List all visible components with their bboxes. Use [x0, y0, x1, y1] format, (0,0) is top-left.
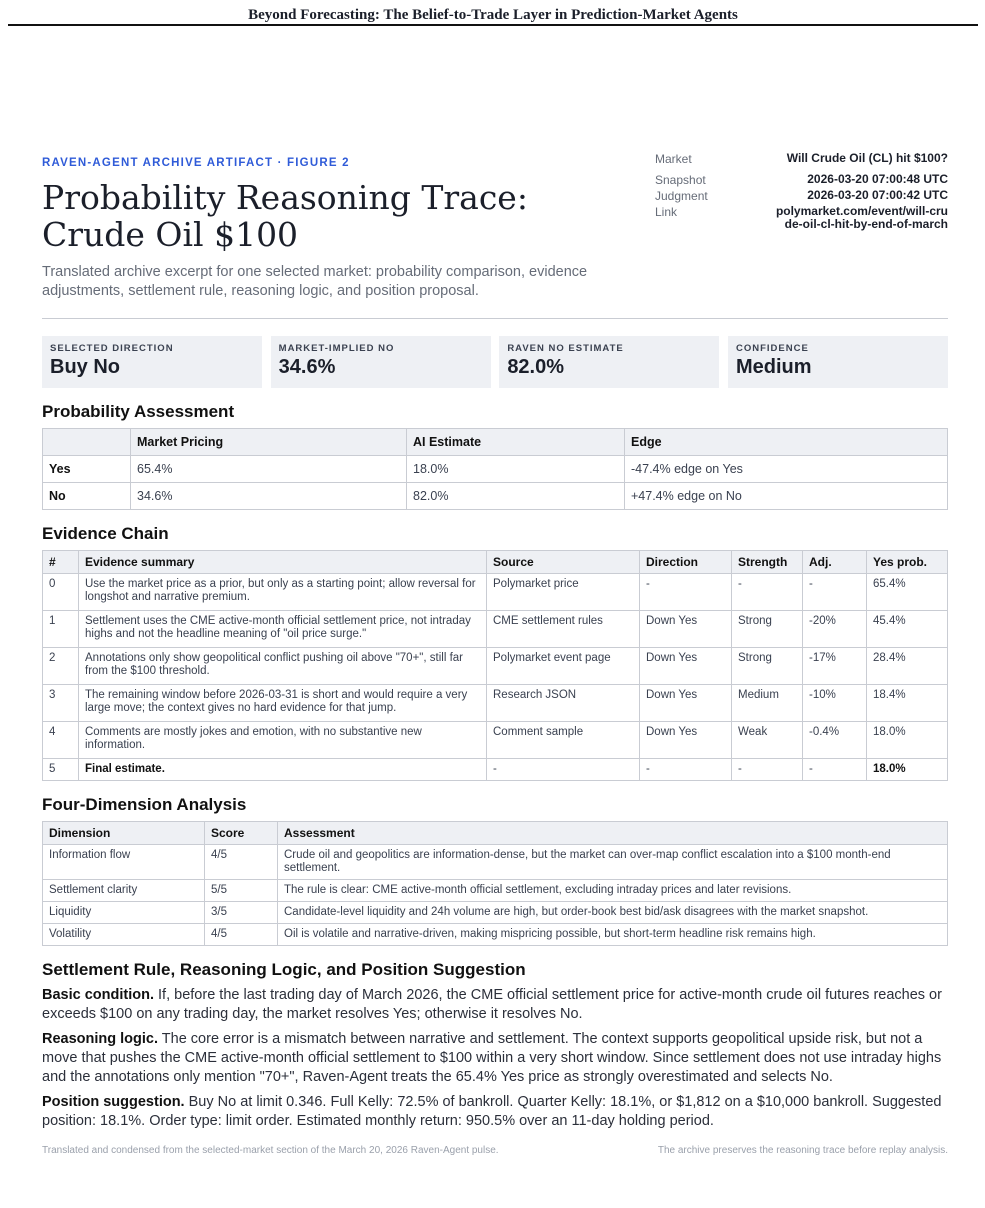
card-label: SELECTED DIRECTION — [50, 343, 174, 354]
table-cell: 45.4% — [867, 611, 948, 648]
evidence-table — [42, 550, 948, 781]
title-line-2: Crude Oil $100 — [42, 215, 299, 254]
table-cell: -47.4% edge on Yes — [625, 456, 948, 483]
card-value: Medium — [735, 356, 812, 378]
table-cell: Annotations only show geopolitical conflict pushing oil above "70+", still far from the $100 threshold. — [79, 648, 487, 685]
card-value: 34.6% — [278, 356, 336, 378]
table-cell: -20% — [803, 611, 867, 648]
basic-condition-paragraph — [42, 986, 948, 1024]
running-header-text: Beyond Forecasting: The Belief-to-Trade Layer in Prediction-Market Agents — [248, 7, 738, 23]
card-raven-no-estimate — [499, 336, 719, 388]
table-header: Adj. — [803, 551, 867, 574]
table-cell: Candidate-level liquidity and 24h volume are high, but order-book best bid/ask disagrees with the market snapshot. — [278, 902, 948, 924]
table-cell: Comments are mostly jokes and emotion, with no substantive new information. — [79, 722, 487, 759]
probability-table — [42, 428, 948, 510]
table-cell: 4/5 — [205, 845, 278, 880]
table-cell: Down Yes — [640, 722, 732, 759]
table-cell: Down Yes — [640, 648, 732, 685]
table-cell: The remaining window before 2026-03-31 is short and would require a very large move; the context gives no hard evidence for that jump. — [79, 685, 487, 722]
table-cell: Strong — [732, 648, 803, 685]
footer-left: Translated and condensed from the selected-market section of the March 20, 2026 Raven-Agent pulse. — [42, 1145, 499, 1156]
table-cell: 82.0% — [407, 483, 625, 510]
title-block — [42, 150, 602, 301]
table-cell: - — [487, 759, 640, 781]
table-cell: -0.4% — [803, 722, 867, 759]
dimensions-table — [42, 821, 948, 946]
table-row — [43, 648, 948, 685]
archive-artifact — [42, 150, 948, 1156]
table-header: Assessment — [278, 822, 948, 845]
meta-snapshot-value: 2026-03-20 07:00:48 UTC — [807, 172, 948, 186]
meta-snapshot — [655, 173, 948, 187]
table-cell: 2 — [43, 648, 79, 685]
table-cell: Final estimate. — [79, 759, 487, 781]
meta-market-label: Market — [655, 152, 692, 166]
table-header: Edge — [625, 429, 948, 456]
table-cell: 0 — [43, 574, 79, 611]
meta-market-value: Will Crude Oil (CL) hit $100? — [786, 151, 948, 165]
table-row-final — [43, 759, 948, 781]
table-cell: - — [640, 759, 732, 781]
meta-snapshot-label: Snapshot — [655, 173, 706, 187]
table-row — [43, 845, 948, 880]
meta-link-label: Link — [655, 205, 678, 219]
table-cell: 65.4% — [131, 456, 407, 483]
table-cell: Oil is volatile and narrative-driven, making mispricing possible, but short-term headline risk remains high. — [278, 924, 948, 946]
basic-condition-text: If, before the last trading day of March 2026, the CME official settlement price for active-month crude oil futures reaches or exceeds $100 on any trading day, the market resolves Yes; otherwise it resolves No. — [42, 987, 942, 1022]
table-cell: CME settlement rules — [487, 611, 640, 648]
meta-market — [655, 152, 948, 166]
table-cell: 1 — [43, 611, 79, 648]
position-suggestion-paragraph — [42, 1093, 948, 1131]
reasoning-logic-paragraph — [42, 1030, 948, 1087]
title-line-1: Probability Reasoning Trace: — [42, 178, 528, 217]
meta-link — [655, 205, 948, 231]
table-cell: 3 — [43, 685, 79, 722]
table-header: Market Pricing — [131, 429, 407, 456]
footer-right: The archive preserves the reasoning trace before replay analysis. — [657, 1145, 948, 1156]
table-cell: Yes — [43, 456, 131, 483]
card-label: CONFIDENCE — [735, 343, 809, 354]
table-cell: Down Yes — [640, 685, 732, 722]
table-header: Direction — [640, 551, 732, 574]
table-row — [43, 902, 948, 924]
table-cell: 3/5 — [205, 902, 278, 924]
table-cell: - — [640, 574, 732, 611]
table-cell: Medium — [732, 685, 803, 722]
table-header-row — [43, 429, 948, 456]
divider — [42, 318, 948, 319]
table-cell: Research JSON — [487, 685, 640, 722]
card-selected-direction — [42, 336, 262, 388]
table-row — [43, 880, 948, 902]
evidence-heading: Evidence Chain — [42, 524, 169, 543]
meta-judgment-value: 2026-03-20 07:00:42 UTC — [807, 188, 948, 202]
card-label: MARKET-IMPLIED NO — [278, 343, 395, 354]
position-suggestion-label: Position suggestion. — [42, 1094, 185, 1110]
table-row — [43, 483, 948, 510]
kicker: RAVEN-AGENT ARCHIVE ARTIFACT · FIGURE 2 — [42, 157, 350, 169]
dimensions-heading: Four-Dimension Analysis — [42, 795, 247, 814]
table-cell: Volatility — [43, 924, 205, 946]
table-header: Evidence summary — [79, 551, 487, 574]
table-cell: - — [803, 759, 867, 781]
table-row — [43, 456, 948, 483]
table-cell: Liquidity — [43, 902, 205, 924]
card-value: 82.0% — [507, 356, 565, 378]
card-confidence — [728, 336, 948, 388]
running-header — [8, 6, 978, 26]
meta-link-value[interactable]: polymarket.com/event/will-crude-oil-cl-hit-by-end-of-march — [775, 204, 948, 231]
table-cell: No — [43, 483, 131, 510]
card-value: Buy No — [50, 356, 120, 378]
settlement-heading: Settlement Rule, Reasoning Logic, and Position Suggestion — [42, 960, 526, 979]
reasoning-logic-text: The core error is a mismatch between narrative and settlement. The context supports geopolitical upside risk, but not a move that pushes the CME active-month official settlement to $100 within a very short window. Since settlement does not use intraday highs and the annotations only mention "70+", Raven-Agent treats the 65.4% Yes price as strongly overestimated and selects No. — [42, 1031, 942, 1085]
table-cell: 34.6% — [131, 483, 407, 510]
table-cell: 18.0% — [867, 759, 948, 781]
table-cell: Weak — [732, 722, 803, 759]
table-header-row — [43, 822, 948, 845]
table-header: Source — [487, 551, 640, 574]
table-header: AI Estimate — [407, 429, 625, 456]
table-cell: 18.4% — [867, 685, 948, 722]
position-suggestion-text: Buy No at limit 0.346. Full Kelly: 72.5% of bankroll. Quarter Kelly: 18.1%, or $1,812 on a $10,000 bankroll. Suggested position: 18.1%. Order type: limit order. Estimated monthly return: 950.5% over an 11-day holding period. — [42, 1094, 942, 1129]
table-row — [43, 611, 948, 648]
table-cell: 5 — [43, 759, 79, 781]
table-cell: 28.4% — [867, 648, 948, 685]
table-cell: Polymarket event page — [487, 648, 640, 685]
meta-panel — [655, 152, 948, 301]
card-label: RAVEN NO ESTIMATE — [507, 343, 624, 354]
table-cell: -10% — [803, 685, 867, 722]
meta-judgment — [655, 189, 948, 203]
reasoning-logic-label: Reasoning logic. — [42, 1031, 159, 1047]
table-header: Yes prob. — [867, 551, 948, 574]
table-cell: Down Yes — [640, 611, 732, 648]
table-cell: 4/5 — [205, 924, 278, 946]
artifact-footer — [42, 1145, 948, 1156]
header-block — [42, 150, 948, 301]
table-cell: Settlement uses the CME active-month official settlement price, not intraday highs and not the headline meaning of "oil price surge." — [79, 611, 487, 648]
table-cell: Settlement clarity — [43, 880, 205, 902]
summary-cards — [42, 336, 948, 388]
table-row — [43, 722, 948, 759]
table-row — [43, 924, 948, 946]
table-cell: Crude oil and geopolitics are information-dense, but the market can over-map conflict escalation into a $100 month-end settlement. — [278, 845, 948, 880]
table-cell: +47.4% edge on No — [625, 483, 948, 510]
basic-condition-label: Basic condition. — [42, 987, 154, 1003]
table-cell: 18.0% — [867, 722, 948, 759]
probability-heading: Probability Assessment — [42, 402, 235, 421]
table-cell: - — [732, 574, 803, 611]
subtitle: Translated archive excerpt for one selected market: probability comparison, evidence adjustments, settlement rule, reasoning logic, and position proposal. — [42, 264, 588, 299]
table-row — [43, 685, 948, 722]
table-cell: 18.0% — [407, 456, 625, 483]
table-cell: The rule is clear: CME active-month official settlement, excluding intraday prices and later revisions. — [278, 880, 948, 902]
table-header: # — [43, 551, 79, 574]
table-cell: - — [803, 574, 867, 611]
table-header-row — [43, 551, 948, 574]
table-header: Score — [205, 822, 278, 845]
meta-judgment-label: Judgment — [655, 189, 708, 203]
table-cell: Use the market price as a prior, but only as a starting point; allow reversal for longshot and narrative premium. — [79, 574, 487, 611]
table-cell: 4 — [43, 722, 79, 759]
table-header — [43, 429, 131, 456]
table-cell: Comment sample — [487, 722, 640, 759]
table-cell: Polymarket price — [487, 574, 640, 611]
table-cell: Strong — [732, 611, 803, 648]
table-header: Dimension — [43, 822, 205, 845]
table-cell: 65.4% — [867, 574, 948, 611]
table-cell: - — [732, 759, 803, 781]
table-header: Strength — [732, 551, 803, 574]
table-row — [43, 574, 948, 611]
table-cell: Information flow — [43, 845, 205, 880]
table-cell: -17% — [803, 648, 867, 685]
table-cell: 5/5 — [205, 880, 278, 902]
card-market-implied-no — [271, 336, 491, 388]
page-title — [42, 179, 602, 253]
